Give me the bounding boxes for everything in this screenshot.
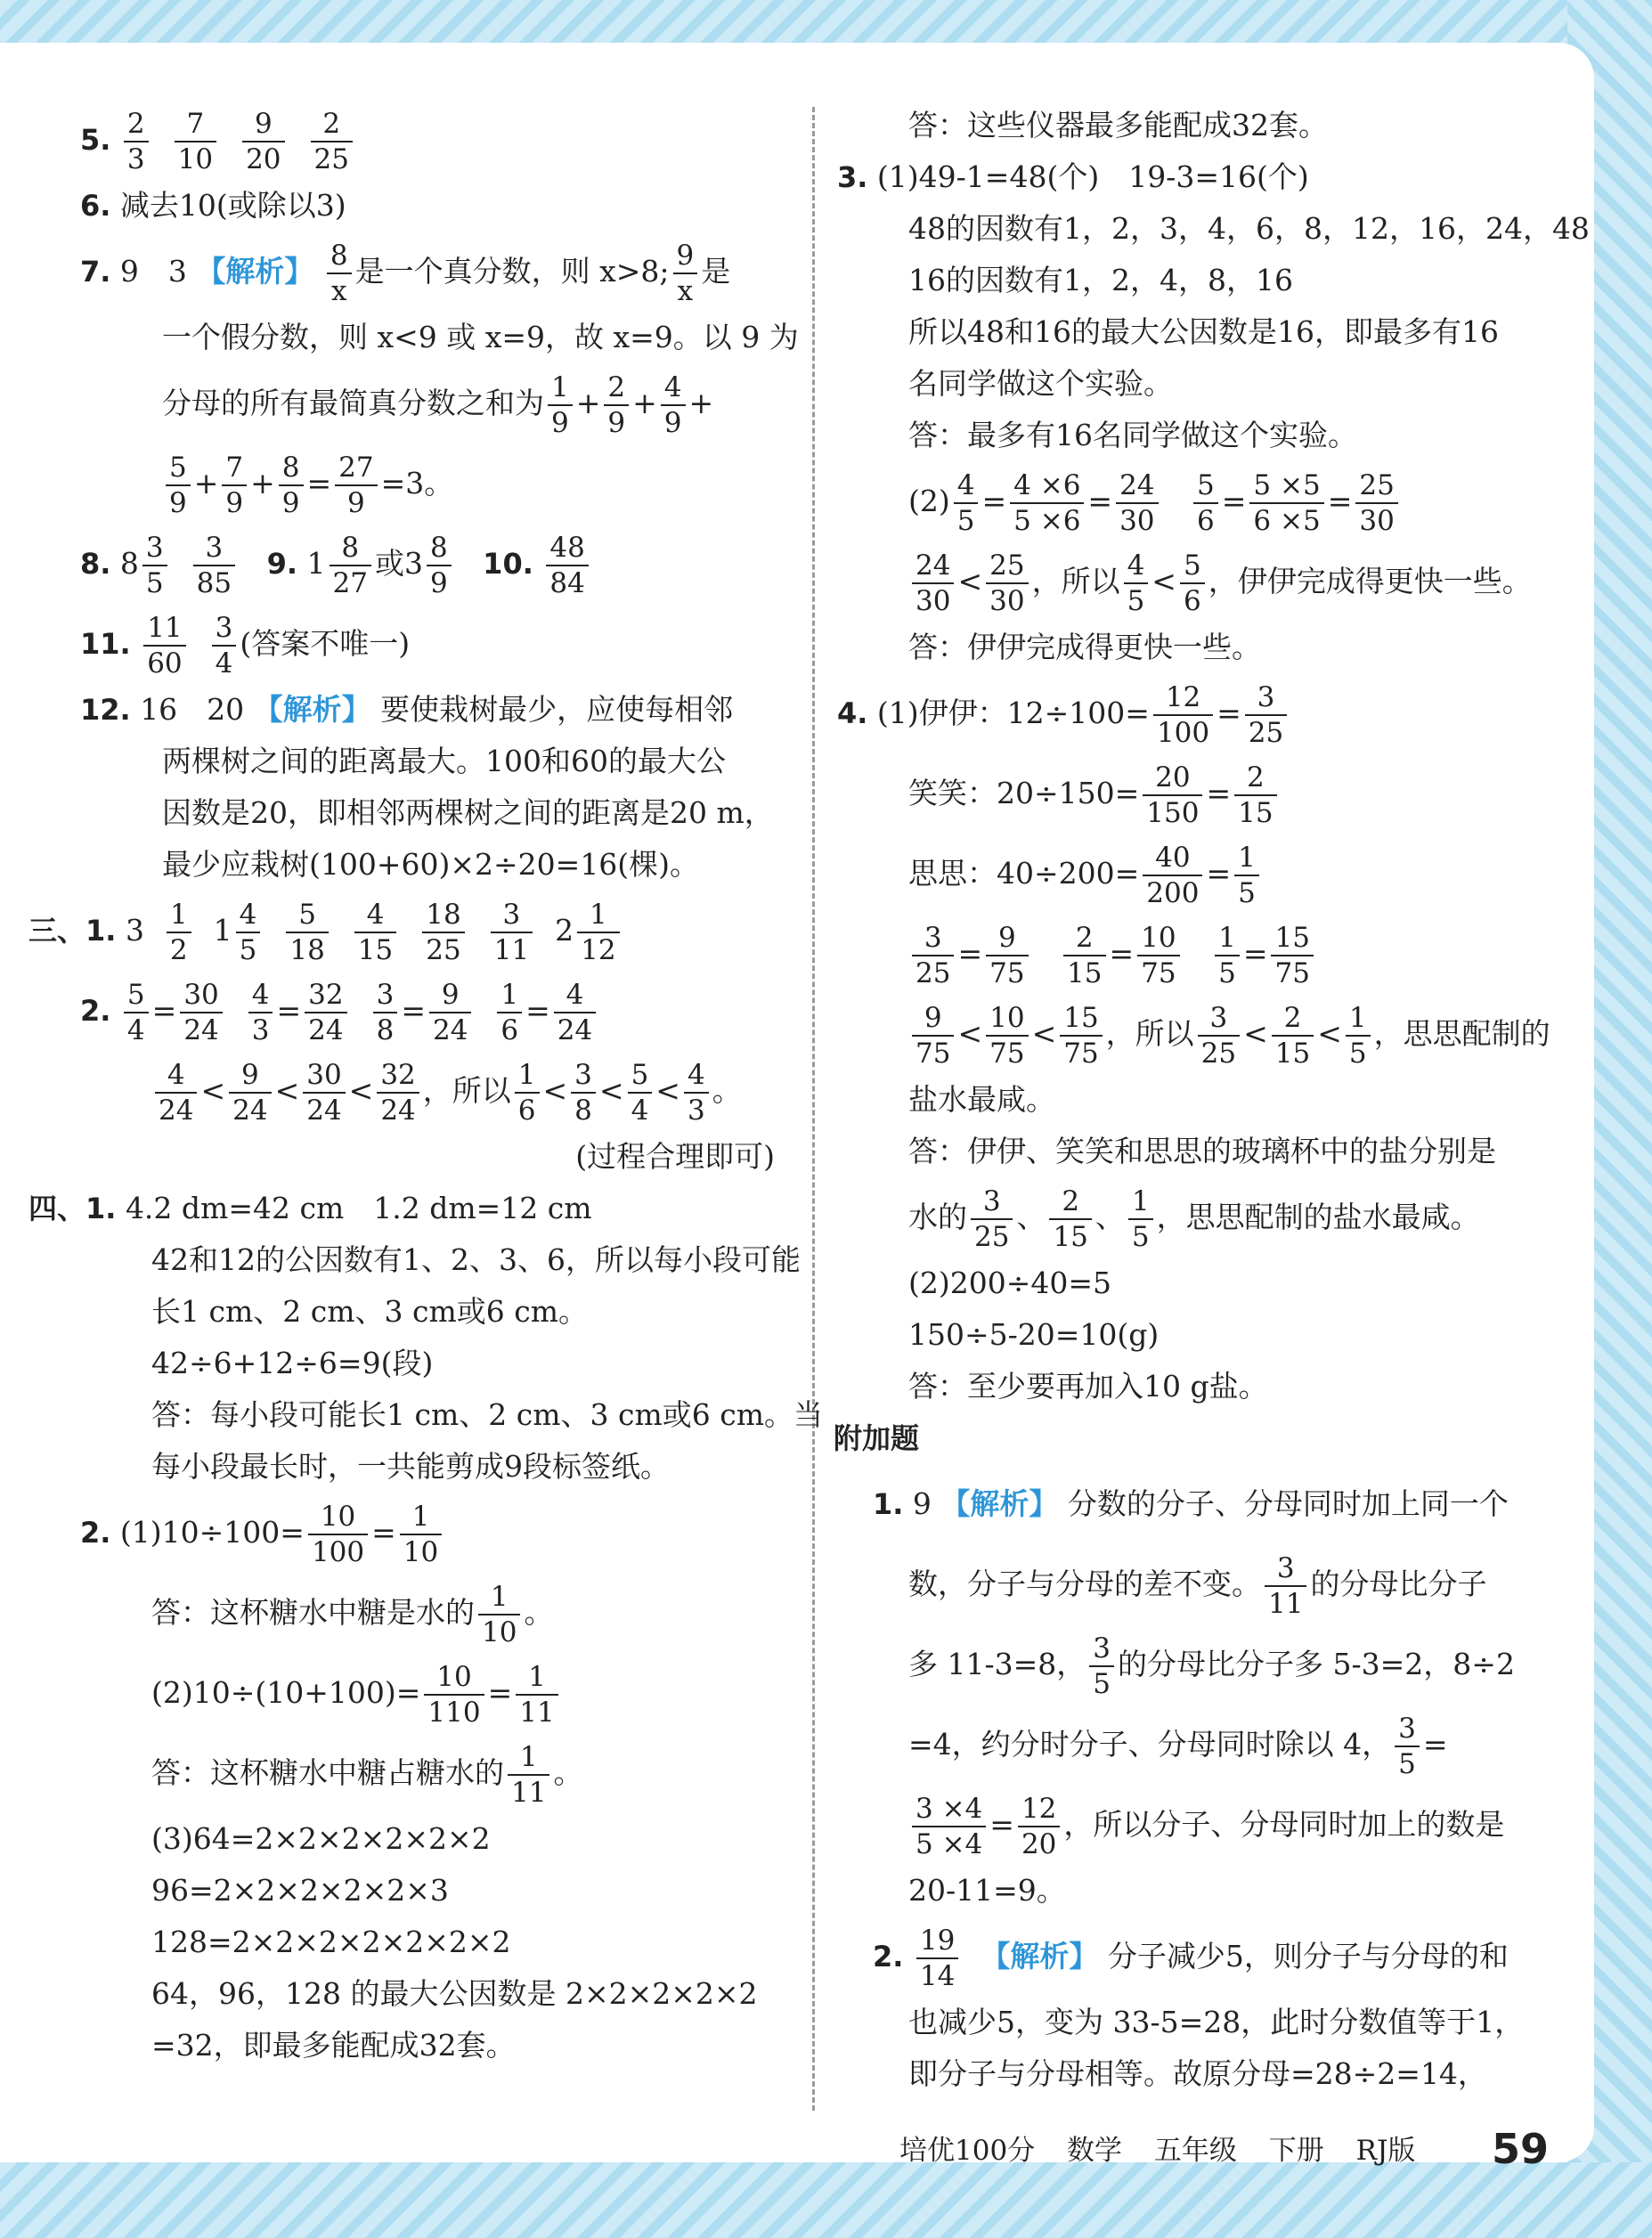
column-divider [812,107,815,2111]
grade: 五年级 [1153,2135,1237,2167]
analysis-tag: 【解析】 [940,1486,1059,1521]
answer-continued: 答：这些仪器最多能配成32套。 [908,108,1328,142]
section-3-answer-2: 2. $\frac{5}{4}$ = $\frac{30}{24}$ $\frac{4}{3}$ = $\frac{32}{24}$ $\frac{3}{8}$ = $\frac{9}{24}$ $\frac{1}{6}$ = $\frac{4}{24}$ [80,971,793,1051]
note-process: (过程合理即可) [575,1139,775,1174]
answer-7-line-4: $\frac{5}{9}$ + $\frac{7}{9}$ + $\frac{8}{9}$ = $\frac{27}{9}$ =3。 [80,444,793,524]
answer-7-line-3: 分母的所有最简真分数之和为 $\frac{1}{9}$ + $\frac{2}{9}$ + $\frac{4}{9}$ + [162,371,714,439]
page-footer [899,2120,1576,2182]
book-title: 培优100分 [899,2135,1036,2167]
answer-7-line-2: 一个假分数，则 x<9 或 x=9，故 x=9。以 9 为 [162,320,799,354]
fraction: $\frac{2}{3}$ [124,107,149,176]
fraction: $\frac{2}{25}$ [311,107,353,176]
section-4-answer-1: 四、1. 4.2 dm=42 cm 1.2 dm=12 cm [28,1191,592,1225]
answers-8-9-10: 8. 8 $\frac{3}{5}$ $\frac{3}{85}$ 9. 1 $\frac{8}{27}$ 或3 $\frac{8}{9}$ 10. $\frac{48}{84}$ [80,524,793,604]
page-number: 59 [1492,2125,1550,2173]
fraction: $\frac{7}{10}$ [175,107,216,176]
right-column: 答：这些仪器最多能配成32套。 3. (1)49-1=48(个) 19-3=16(个) 48的因数有1，2，3，4，6，8，12，16，24，48 16的因数有1，2，4，8，16 所以48和16的最大公因数是16，即最多有16 名同学做这个实验。 答：最多有16名同学做这个实验。 (2) $\frac{4}{5}$ = $\frac{4 \times 6}{5 \times 6}$ = $\frac{24}{30}$ $\frac{5}{6}$ = $\frac{5 \times 5}{6 \times 5}$ = $\frac{25}{30}$ $\frac{24}{30}$ < $\frac{25}{30}$ ，所以 $\frac{4}{5}$ < $\frac{5}{6}$ ，伊伊完成得更快一些。 答：伊伊完成得更快一些。 4. (1)伊伊：12÷100= $\frac{12}{100}$ = $\frac{3}{25}$ 笑笑：20÷150= $\frac{20}{150}$ = $\frac{2}{15}$ 思思：40÷200= $\frac{40}{200}$ = $\frac{1}{5}$ $\frac{3}{25}$ = $\frac{9}{75}$ $\frac{2}{15}$ = $\frac{10}{75}$ $\frac{1}{5}$ = $\frac{15}{75}$ $\frac{9}{75}$ < $\frac{10}{75}$ < $\frac{15}{75}$ ，所以 $\frac{3}{25}$ < $\frac{2}{15}$ < $\frac{1}{5}$ ，思思配制的 盐水最咸。 答：伊伊、笑笑和思思的玻璃杯中的盐分别是 水的 $\frac{3}{25}$ 、 $\frac{2}{15}$ 、 $\frac{1}{5}$ ，思思配制的盐水最咸。 (2)200÷40=5 150÷5-20=10(g) 答：至少要再加入10 g盐。 附加题 1. 9 【解析】 分数的分子、分母同时加上同一个 数，分子与分母的差不变。 $\frac{3}{11}$ 的分母比分子 多 11-3=8， $\frac{3}{5}$ 的分母比分子多 5-3=2，8÷2 =4，约分时分子、分母同时除以 4， $\frac{3}{5}$ = $\frac{3 \times 4}{5 \times 4}$ = $\frac{12}{20}$ ，所以分子、分母同时加上的数是 20-11=9。 2. $\frac{19}{14}$ 【解析】 分子减少5，则分子与分母的和 也减少5，变为 33-5=28，此时分数值等于1， 即分子与分母相等。故原分母=28÷2=14， [837,100,1550,2100]
section-3-answer-1: 三、1. 3 $\frac{1}{2}$ 1 $\frac{4}{5}$ $\frac{5}{18}$ $\frac{4}{15}$ $\frac{18}{25}$ $\frac{3}{11}$ 2 $\frac{1}{12}$ [28,891,793,971]
edition: RJ版 [1355,2135,1416,2167]
analysis-tag: 【解析】 [196,254,314,289]
answer-7: 7. 9 3 【解析】 $\frac{8}{x}$ 是一个真分数，则 x>8; $\frac{9}{x}$ 是 [80,240,731,307]
extra-answer-1: 1. 9 【解析】 分数的分子、分母同时加上同一个 [873,1486,1509,1521]
volume: 下册 [1268,2135,1324,2167]
analysis-tag: 【解析】 [253,692,371,727]
section-3-answer-2-order: $\frac{4}{24}$ < $\frac{9}{24}$ < $\frac{30}{24}$ < $\frac{32}{24}$ ，所以 $\frac{1}{6}$ < $\frac{3}{8}$ < $\frac{5}{4}$ < $\frac{4}{3}$ 。 [80,1051,793,1131]
answer-3: 3. (1)49-1=48(个) 19-3=16(个) [837,159,1309,194]
section-4-answer-2: 2. (1)10÷100= $\frac{10}{100}$ = $\frac{1}{10}$ [80,1493,793,1573]
answer-4: 4. (1)伊伊：12÷100= $\frac{12}{100}$ = $\frac{3}{25}$ [837,673,1550,753]
analysis-tag: 【解析】 [981,1939,1099,1974]
answer-11: 11. $\frac{11}{60}$ $\frac{3}{4}$ (答案不唯一) [80,612,411,680]
left-column: 5. $\frac{2}{3}$ $\frac{7}{10}$ $\frac{9}{20}$ $\frac{2}{25}$ 6. 减去10(或除以3) 7. 9 3 【解析】 $\frac{8}{x}$ 是一个真分数，则 x>8; $\frac{9}{x}$ 是 一个假分数，则 x<9 或 x=9，故 x=9。以 9 为 分母的所有最简真分数之和为 $\frac{1}{9}$ + $\frac{2}{9}$ + $\frac{4}{9}$ + $\frac{5}{9}$ + $\frac{7}{9}$ + $\frac{8}{9}$ = $\frac{27}{9}$ =3。 8. 8 $\frac{3}{5}$ $\frac{3}{85}$ 9. 1 $\frac{8}{27}$ 或3 $\frac{8}{9}$ 10. $\frac{48}{84}$ 11. $\frac{11}{60}$ $\frac{3}{4}$ (答案不唯一) 12. 16 20 【解析】 要使栽树最少，应使每相邻 两棵树之间的距离最大。100和60的最大公 因数是20，即相邻两棵树之间的距离是20 m， 最少应栽树(100+60)×2÷20=16(棵)。 三、1. 3 $\frac{1}{2}$ 1 $\frac{4}{5}$ $\frac{5}{18}$ $\frac{4}{15}$ $\frac{18}{25}$ $\frac{3}{11}$ 2 $\frac{1}{12}$ 2. $\frac{5}{4}$ = $\frac{30}{24}$ $\frac{4}{3}$ = $\frac{32}{24}$ $\frac{3}{8}$ = $\frac{9}{24}$ $\frac{1}{6}$ = $\frac{4}{24}$ $\frac{4}{24}$ < $\frac{9}{24}$ < $\frac{30}{24}$ < $\frac{32}{24}$ ，所以 $\frac{1}{6}$ < $\frac{3}{8}$ < $\frac{5}{4}$ < $\frac{4}{3}$ 。 (过程合理即可) 四、1. 4.2 dm=42 cm 1.2 dm=12 cm 42和12的公因数有1、2、3、6，所以每小段可能 长1 cm、2 cm、3 cm或6 cm。 42÷6+12÷6=9(段) 答：每小段可能长1 cm、2 cm、3 cm或6 cm。当 每小段最长时，一共能剪成9段标签纸。 2. (1)10÷100= $\frac{10}{100}$ = $\frac{1}{10}$ 答：这杯糖水中糖是水的 $\frac{1}{10}$ 。 (2)10÷(10+100)= $\frac{10}{110}$ = $\frac{1}{11}$ 答：这杯糖水中糖占糖水的 $\frac{1}{11}$ 。 (3)64=2×2×2×2×2×2 96=2×2×2×2×2×3 128=2×2×2×2×2×2×2 64，96，128 的最大公因数是 2×2×2×2×2 =32，即最多能配成32套。 [80,100,793,2071]
extra-questions-title: 附加题 [834,1421,920,1455]
answer-12: 12. 16 20 【解析】 要使栽树最少，应使每相邻 [80,692,734,727]
fraction: $\frac{9}{20}$ [242,107,284,176]
answer-6: 6. 减去10(或除以3) [80,188,346,223]
extra-answer-2: 2. $\frac{19}{14}$ 【解析】 分子减少5，则分子与分母的和 [873,1925,1509,1992]
answer-5: 5. $\frac{2}{3}$ $\frac{7}{10}$ $\frac{9}{20}$ $\frac{2}{25}$ [80,100,793,180]
subject: 数学 [1067,2135,1123,2167]
